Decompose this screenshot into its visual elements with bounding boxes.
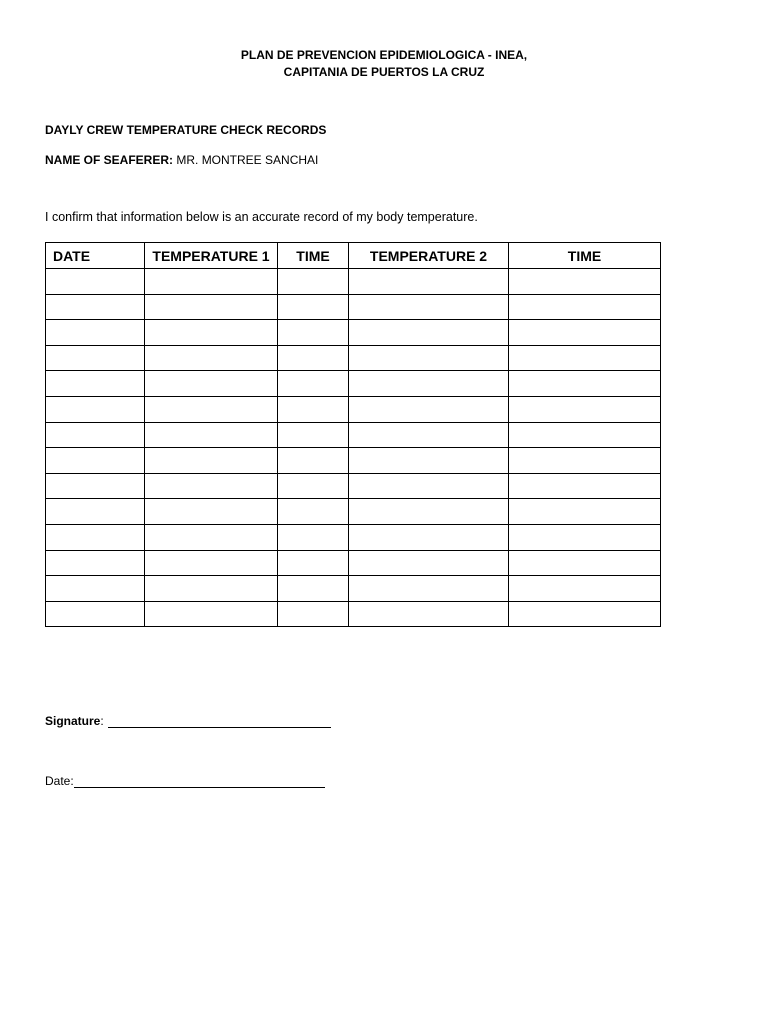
cell-date[interactable] <box>46 524 145 550</box>
cell-temperature-1[interactable] <box>145 422 278 448</box>
cell-time-2[interactable] <box>509 371 661 397</box>
cell-date[interactable] <box>46 371 145 397</box>
table-row <box>46 320 661 346</box>
cell-time-1[interactable] <box>278 294 349 320</box>
cell-time-1[interactable] <box>278 269 349 295</box>
table-row <box>46 499 661 525</box>
cell-time-2[interactable] <box>509 473 661 499</box>
cell-time-2[interactable] <box>509 396 661 422</box>
cell-date[interactable] <box>46 422 145 448</box>
cell-time-1[interactable] <box>278 473 349 499</box>
table-row <box>46 473 661 499</box>
cell-temperature-1[interactable] <box>145 345 278 371</box>
cell-date[interactable] <box>46 345 145 371</box>
seafarer-name: MR. MONTREE SANCHAI <box>176 153 319 167</box>
cell-date[interactable] <box>46 269 145 295</box>
cell-time-2[interactable] <box>509 320 661 346</box>
signature-colon: : <box>100 714 104 728</box>
seafarer-label: NAME OF SEAFERER: <box>45 153 174 167</box>
cell-date[interactable] <box>46 320 145 346</box>
cell-time-1[interactable] <box>278 422 349 448</box>
cell-temperature-2[interactable] <box>349 524 509 550</box>
cell-temperature-1[interactable] <box>145 499 278 525</box>
date-line <box>45 774 325 788</box>
table-row <box>46 345 661 371</box>
document-title: DAYLY CREW TEMPERATURE CHECK RECORDS <box>45 123 327 137</box>
confirmation-statement: I confirm that information below is an accurate record of my body temperature. <box>45 210 478 224</box>
cell-date[interactable] <box>46 448 145 474</box>
cell-temperature-1[interactable] <box>145 371 278 397</box>
column-header-date: DATE <box>46 243 145 269</box>
cell-temperature-2[interactable] <box>349 269 509 295</box>
cell-time-1[interactable] <box>278 448 349 474</box>
cell-temperature-1[interactable] <box>145 396 278 422</box>
cell-date[interactable] <box>46 294 145 320</box>
table-row <box>46 576 661 602</box>
signature-label: Signature <box>45 714 101 728</box>
cell-temperature-1[interactable] <box>145 448 278 474</box>
header-line-1: PLAN DE PREVENCION EPIDEMIOLOGICA - INEA, <box>240 48 528 62</box>
table-row <box>46 601 661 627</box>
cell-temperature-1[interactable] <box>145 550 278 576</box>
cell-temperature-2[interactable] <box>349 499 509 525</box>
cell-temperature-2[interactable] <box>349 422 509 448</box>
column-header-temperature-2: TEMPERATURE 2 <box>349 243 509 269</box>
table-row <box>46 269 661 295</box>
cell-temperature-1[interactable] <box>145 473 278 499</box>
cell-temperature-1[interactable] <box>145 294 278 320</box>
cell-time-2[interactable] <box>509 524 661 550</box>
cell-date[interactable] <box>46 550 145 576</box>
date-field[interactable] <box>74 774 325 788</box>
table-row <box>46 524 661 550</box>
cell-time-1[interactable] <box>278 371 349 397</box>
cell-temperature-2[interactable] <box>349 371 509 397</box>
cell-time-1[interactable] <box>278 550 349 576</box>
cell-time-1[interactable] <box>278 396 349 422</box>
cell-temperature-2[interactable] <box>349 320 509 346</box>
table-row <box>46 550 661 576</box>
cell-time-2[interactable] <box>509 269 661 295</box>
cell-temperature-1[interactable] <box>145 269 278 295</box>
cell-time-1[interactable] <box>278 576 349 602</box>
cell-date[interactable] <box>46 601 145 627</box>
cell-date[interactable] <box>46 499 145 525</box>
table-row <box>46 422 661 448</box>
cell-temperature-2[interactable] <box>349 294 509 320</box>
signature-field[interactable] <box>108 714 331 728</box>
table-header-row <box>46 243 661 269</box>
cell-time-2[interactable] <box>509 550 661 576</box>
cell-date[interactable] <box>46 396 145 422</box>
seafarer-name-line <box>45 153 318 167</box>
column-header-time-1: TIME <box>278 243 349 269</box>
cell-time-2[interactable] <box>509 345 661 371</box>
cell-time-2[interactable] <box>509 601 661 627</box>
cell-date[interactable] <box>46 473 145 499</box>
cell-temperature-2[interactable] <box>349 550 509 576</box>
cell-temperature-1[interactable] <box>145 524 278 550</box>
cell-temperature-1[interactable] <box>145 320 278 346</box>
cell-temperature-2[interactable] <box>349 601 509 627</box>
header-line-2: CAPITANIA DE PUERTOS LA CRUZ <box>283 65 485 79</box>
cell-date[interactable] <box>46 576 145 602</box>
cell-temperature-2[interactable] <box>349 396 509 422</box>
cell-temperature-1[interactable] <box>145 576 278 602</box>
cell-time-1[interactable] <box>278 601 349 627</box>
table-body <box>46 269 661 627</box>
cell-time-2[interactable] <box>509 499 661 525</box>
cell-time-2[interactable] <box>509 448 661 474</box>
temperature-records-table <box>45 242 661 627</box>
cell-time-1[interactable] <box>278 524 349 550</box>
table-row <box>46 371 661 397</box>
table-row <box>46 294 661 320</box>
date-label: Date: <box>45 774 74 788</box>
cell-temperature-2[interactable] <box>349 448 509 474</box>
table-row <box>46 396 661 422</box>
cell-time-2[interactable] <box>509 576 661 602</box>
cell-time-1[interactable] <box>278 499 349 525</box>
cell-temperature-2[interactable] <box>349 576 509 602</box>
cell-time-2[interactable] <box>509 422 661 448</box>
signature-line <box>45 714 331 728</box>
cell-time-1[interactable] <box>278 345 349 371</box>
table-row <box>46 448 661 474</box>
cell-temperature-2[interactable] <box>349 473 509 499</box>
column-header-temperature-1: TEMPERATURE 1 <box>145 243 278 269</box>
column-header-time-2: TIME <box>509 243 661 269</box>
cell-temperature-1[interactable] <box>145 601 278 627</box>
document-header <box>0 47 768 81</box>
cell-time-2[interactable] <box>509 294 661 320</box>
cell-temperature-2[interactable] <box>349 345 509 371</box>
cell-time-1[interactable] <box>278 320 349 346</box>
